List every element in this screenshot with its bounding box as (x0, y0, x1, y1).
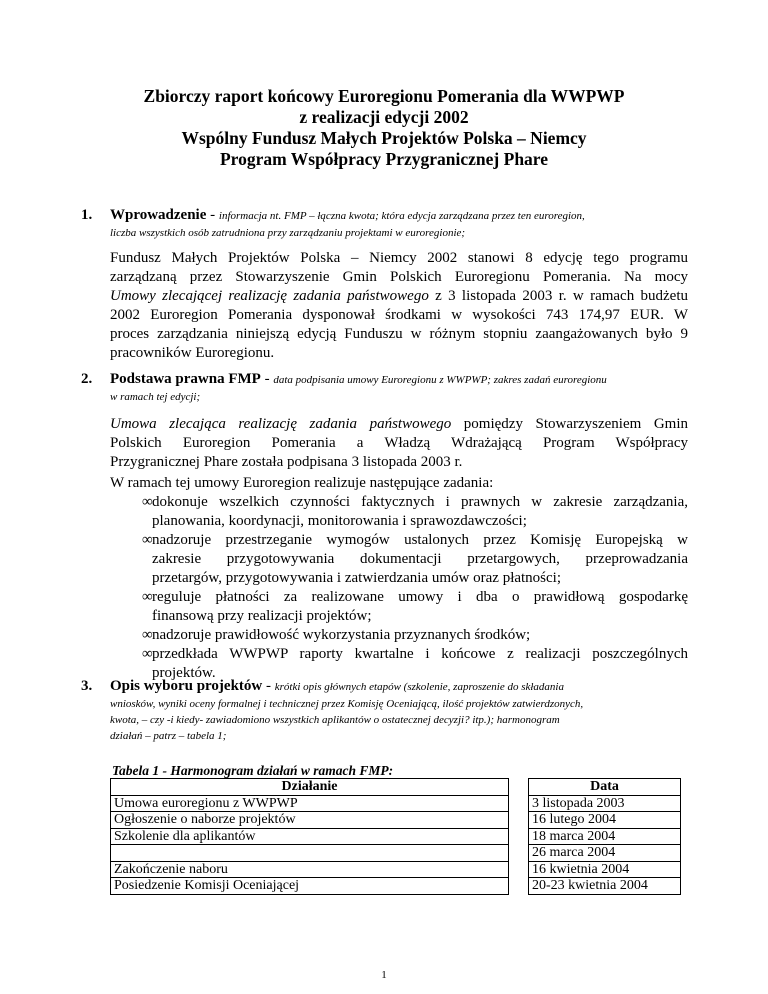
list-item: ∞ nadzoruje prawidłowość wykorzystania przyznanych środków; (142, 627, 531, 643)
table-row (111, 845, 509, 862)
title-line-2: z realizacji edycji 2002 (299, 107, 469, 127)
table-row: 26 marca 2004 (529, 845, 681, 862)
page-number: 1 (381, 969, 387, 981)
bullet-infinity-icon: ∞ (142, 627, 153, 643)
section-1-hint: informacja nt. FMP – łączna kwota; która edycja zarządzana przez ten euroregion, (218, 210, 585, 222)
section-3-heading: 3. Opis wyboru projektów - krótki opis głównych etapów (szkolenie, zaproszenie do składania wniosków, wyniki oceny formalnej i technicznej przez Komisję Oceniającą, ilość projektów zatwierdzonych, kwota, – czy -i kiedy- zawiadomiono wszystkich aplikantów o ostatecznej decyzji? itp.); harmonogram działań – patrz – tabela 1; (81, 677, 688, 744)
section-1-title: Wprowadzenie (110, 207, 207, 223)
task-list-intro: W ramach tej umowy Euroregion realizuje następujące zadania: (110, 475, 494, 491)
table-row: 16 lutego 2004 (529, 812, 681, 829)
section-3-hint-cont: wniosków, wyniki oceny formalnej i technicznej przez Komisję Oceniającą, ilość projektów zatwierdzonych, (110, 698, 584, 710)
section-2-heading: 2. Podstawa prawna FMP - data podpisania umowy Euroregionu z WWPWP; zakres zadań euroregionu w ramach tej edycji; (81, 370, 688, 405)
schedule-table-actions (110, 778, 509, 895)
bullet-infinity-icon: ∞ (142, 494, 153, 510)
title-line-4: Program Współpracy Przygranicznej Phare (219, 149, 549, 169)
schedule-table-dates (528, 778, 681, 895)
table-row: Posiedzenie Komisji Oceniającej (111, 878, 509, 895)
section-2-hint-cont: w ramach tej edycji; (110, 391, 201, 403)
table-row: Zakończenie naboru (111, 861, 509, 878)
list-item: ∞ nadzoruje przestrzeganie wymogów ustalonych przez Komisję Europejską w zakresie przygotowywania dokumentacji przetargowych, przeprowadzania przetargów, przygotowywania i zatwierdzania umów oraz płatności; (142, 532, 688, 586)
bullet-infinity-icon: ∞ (142, 532, 153, 548)
section-3-hint: krótki opis głównych etapów (szkolenie, zaproszenie do składania (274, 681, 564, 693)
section-1-heading: 1. Wprowadzenie - informacja nt. FMP – łączna kwota; która edycja zarządzana przez ten euroregion, liczba wszystkich osób zatrudniona przy zarządzaniu projektami w euroregionie; (81, 206, 688, 241)
section-1-paragraph: Fundusz Małych Projektów Polska – Niemcy 2002 stanowi 8 edycję tego programu zarządzaną przez Stowarzyszenie Gmin Polskich Euroregionu Pomerania. Na mocy Umowy zlecającej realizację zadania państwowego z 3 listopada 2003 r. w ramach budżetu 2002 Euroregion Pomerania dysponował środkami w wysokości 743 174,97 EUR. W proces zarządzania niniejszą edycją Funduszu w różnym stopniu zaangażowanych było 9 pracowników Euroregionu. (110, 250, 688, 361)
bullet-infinity-icon: ∞ (142, 646, 153, 662)
section-2-paragraph: Umowa zlecająca realizację zadania państwowego pomiędzy Stowarzyszeniem Gmin Polskich Euroregion Pomerania a Władzą Wdrażającą Program Współpracy Przygranicznej Phare została podpisana 3 listopada 2003 r. (110, 416, 688, 470)
table-row: 20-23 kwietnia 2004 (529, 878, 681, 895)
report-title (80, 86, 688, 170)
list-item: ∞ reguluje płatności za realizowane umowy i dba o prawidłową gospodarkę finansową przy realizacji projektów; (142, 589, 688, 624)
table-row: Umowa euroregionu z WWPWP (111, 795, 509, 812)
table-row: Szkolenie dla aplikantów (111, 828, 509, 845)
column-header-date: Data (529, 779, 681, 796)
table-row: 18 marca 2004 (529, 828, 681, 845)
table-row: Ogłoszenie o naborze projektów (111, 812, 509, 829)
title-line-1: Zbiorczy raport końcowy Euroregionu Pomerania dla WWPWP (143, 86, 625, 106)
section-2-hint: data podpisania umowy Euroregionu z WWPWP; zakres zadań euroregionu (273, 374, 607, 386)
list-item: ∞ przedkłada WWPWP raporty kwartalne i końcowe z realizacji poszczególnych projektów. (142, 646, 688, 681)
bullet-infinity-icon: ∞ (142, 589, 153, 605)
section-1-number: 1. (81, 207, 93, 223)
section-2-task-list (110, 474, 688, 683)
column-header-action: Działanie (111, 779, 509, 796)
list-item: ∞ dokonuje wszelkich czynności faktycznych i prawnych w zakresie zarządzania, planowania, koordynacji, monitorowania i sprawozdawczości; (142, 494, 688, 529)
title-line-3: Wspólny Fundusz Małych Projektów Polska – Niemcy (181, 128, 587, 148)
section-3-title: Opis wyboru projektów (110, 678, 263, 694)
table-row: 16 kwietnia 2004 (529, 861, 681, 878)
section-1-hint-cont: liczba wszystkich osób zatrudniona przy zarządzaniu projektami w euroregionie; (110, 227, 466, 239)
section-2-number: 2. (81, 371, 93, 387)
table-row: 3 listopada 2003 (529, 795, 681, 812)
table-caption: Tabela 1 - Harmonogram działań w ramach FMP: (112, 763, 394, 778)
section-3-number: 3. (81, 678, 93, 694)
section-2-title: Podstawa prawna FMP (110, 371, 261, 387)
